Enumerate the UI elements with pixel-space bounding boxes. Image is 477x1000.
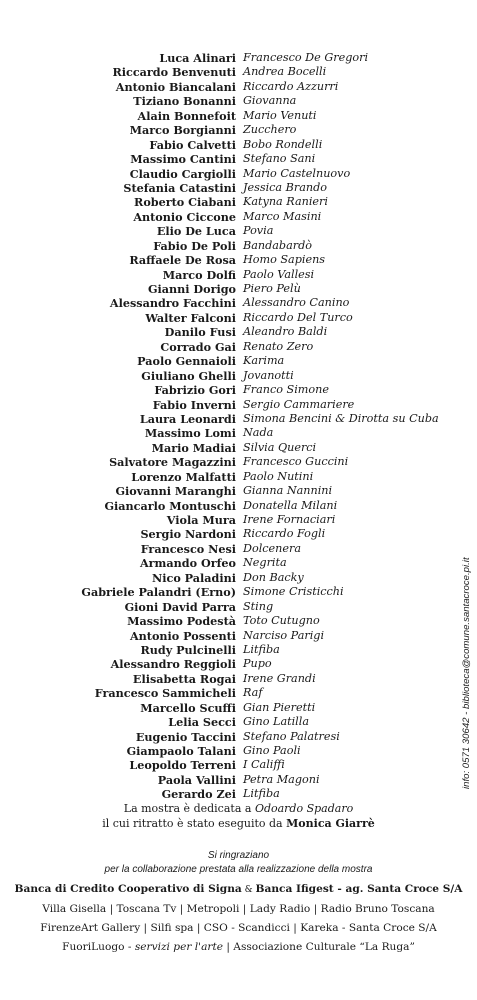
singer-name: Stefano Sani <box>243 152 316 166</box>
painter-name: Elisabetta Rogai <box>132 671 236 686</box>
credit-row <box>0 181 477 195</box>
painter-name: Paolo Gennaioli <box>137 354 236 369</box>
singer-name: Litfiba <box>243 642 280 656</box>
painter-name: Riccardo Benvenuti <box>112 65 236 80</box>
painter-name: Raffaele De Rosa <box>129 253 236 268</box>
singer-name: Mario Venuti <box>243 108 317 122</box>
credit-row <box>0 152 477 166</box>
credit-row <box>0 383 477 397</box>
painter-name: Fabio Inverni <box>152 397 236 412</box>
painter-name: Lelia Secci <box>168 715 236 730</box>
credit-row <box>0 542 477 556</box>
painter-name: Mario Madiai <box>151 440 236 455</box>
singer-name: Sting <box>243 599 274 613</box>
credit-row <box>0 686 477 700</box>
portrait-text: il cui ritratto è stato eseguito da <box>102 817 287 830</box>
sponsor-la-ruga: | Associazione Culturale “La Ruga” <box>222 941 415 953</box>
singer-name: Sergio Cammariere <box>243 397 355 411</box>
singer-name: Narciso Parigi <box>243 628 325 642</box>
sponsor-fuoriluogo-tagline: servizi per l'arte <box>134 941 223 953</box>
credit-row <box>0 412 477 426</box>
painter-name: Giuliano Ghelli <box>141 368 236 383</box>
painter-name: Giampaolo Talani <box>126 744 236 758</box>
credit-row <box>0 239 477 253</box>
singer-name: Silvia Querci <box>243 440 317 454</box>
credit-row <box>0 600 477 614</box>
painter-name: Massimo Cantini <box>130 152 236 167</box>
credit-row <box>0 484 477 498</box>
painter-name: Giancarlo Montuschi <box>104 498 236 513</box>
credit-row <box>0 296 477 310</box>
sponsor-fuoriluogo: FuoriLuogo - <box>62 941 135 953</box>
sponsor-bank-ifigest: Banca Ifigest - ag. Santa Croce S/A <box>255 883 463 895</box>
credit-row <box>0 426 477 440</box>
singer-name: Stefano Palatresi <box>243 729 340 743</box>
painter-name: Alessandro Facchini <box>109 296 236 311</box>
portrait-artist: Monica Giarrè <box>286 817 375 830</box>
painter-name: Francesco Sammicheli <box>94 686 236 701</box>
singer-name: Simone Cristicchi <box>243 585 344 599</box>
singer-name: Renato Zero <box>243 339 314 353</box>
painter-name: Massimo Podestà <box>127 614 236 629</box>
singer-name: Zucchero <box>243 123 297 137</box>
sponsors-line-2: FirenzeArt Gallery | Silfi spa | CSO - Scandicci | Kareka - Santa Croce S/A <box>40 922 437 934</box>
painter-name: Antonio Biancalani <box>115 79 236 94</box>
singer-name: Jovanotti <box>243 368 294 382</box>
credit-row <box>0 224 477 238</box>
singer-name: Irene Fornaciari <box>243 513 336 526</box>
credit-row <box>0 138 477 152</box>
singer-name: Litfiba <box>243 787 280 801</box>
credit-row <box>0 109 477 123</box>
singer-name: Povia <box>243 224 274 238</box>
singer-name: Irene Grandi <box>243 671 316 685</box>
credit-row <box>0 571 477 585</box>
singer-name: Karima <box>243 354 285 368</box>
painter-name: Marco Borgianni <box>129 123 236 138</box>
painter-name: Nico Paladini <box>152 570 236 585</box>
singer-name: Gianna Nannini <box>243 484 333 498</box>
singer-name: Riccardo Del Turco <box>243 310 353 324</box>
sponsor-bank-signa: Banca di Credito Cooperativo di Signa <box>14 883 242 895</box>
singer-name: Riccardo Fogli <box>243 527 326 541</box>
thanks-subheading: per la collaborazione prestata alla realizzazione della mostra <box>104 864 373 875</box>
credit-row <box>0 744 477 758</box>
credit-row <box>0 527 477 541</box>
singer-name: I Califfi <box>243 758 285 772</box>
credits-list <box>0 51 477 802</box>
singer-name: Francesco Guccini <box>243 455 349 469</box>
singer-name: Paolo Vallesi <box>243 267 315 281</box>
singer-name: Don Backy <box>243 570 304 584</box>
singer-name: Francesco De Gregori <box>243 51 369 64</box>
singer-name: Piero Pelù <box>243 282 301 295</box>
painter-name: Armando Orfeo <box>139 556 236 571</box>
singer-name: Riccardo Azzurri <box>243 79 339 93</box>
dedication-honoree: Odoardo Spadaro <box>254 802 354 815</box>
credit-row <box>0 354 477 368</box>
dedication-line-2 <box>0 816 477 831</box>
credit-row <box>0 513 477 527</box>
painter-name: Eugenio Taccini <box>135 729 236 744</box>
singer-name: Gino Latilla <box>243 715 310 729</box>
credit-row <box>0 758 477 772</box>
singer-name: Raf <box>243 686 263 700</box>
painter-name: Antonio Ciccone <box>133 209 236 224</box>
painter-name: Walter Falconi <box>145 310 236 325</box>
painter-name: Tiziano Bonanni <box>133 94 236 109</box>
dedication-line-1 <box>0 801 477 816</box>
credit-row <box>0 657 477 671</box>
sponsors-line-1: Villa Gisella | Toscana Tv | Metropoli | Lady Radio | Radio Bruno Toscana <box>42 903 435 915</box>
singer-name: Mario Castelnuovo <box>243 166 351 180</box>
painter-name: Giovanni Maranghi <box>115 484 236 499</box>
credit-row <box>0 499 477 513</box>
painter-name: Gerardo Zei <box>161 787 236 802</box>
dedication-text: La mostra è dedicata a <box>123 802 255 815</box>
credit-row <box>0 167 477 181</box>
singer-name: Homo Sapiens <box>243 253 326 267</box>
painter-name: Gioni David Parra <box>124 599 236 614</box>
sponsors-line-3 <box>0 941 477 953</box>
singer-name: Marco Masini <box>243 209 322 223</box>
singer-name: Donatella Milani <box>243 498 338 512</box>
sponsor-separator: & <box>241 885 256 895</box>
painter-name: Lorenzo Malfatti <box>131 469 236 484</box>
singer-name: Nada <box>243 426 274 440</box>
credit-row <box>0 282 477 296</box>
singer-name: Petra Magoni <box>243 772 320 786</box>
painter-name: Corrado Gai <box>160 339 236 354</box>
credit-row <box>0 311 477 325</box>
credit-row <box>0 340 477 354</box>
painter-name: Laura Leonardi <box>139 411 236 426</box>
credit-row <box>0 643 477 657</box>
credit-row <box>0 65 477 79</box>
singer-name: Aleandro Baldi <box>243 325 328 339</box>
credit-row <box>0 80 477 94</box>
credit-row <box>0 123 477 137</box>
credit-row <box>0 773 477 787</box>
painter-name: Luca Alinari <box>159 51 236 65</box>
singer-name: Bandabardò <box>243 238 313 252</box>
singer-name: Jessica Brando <box>243 180 327 194</box>
singer-name: Dolcenera <box>243 541 302 555</box>
main-sponsors <box>0 883 477 895</box>
credit-row <box>0 629 477 643</box>
painter-name: Stefania Catastini <box>123 180 236 195</box>
contact-info: info: 0571 30642 - biblioteca@comune.santacroce.pi.it <box>461 557 472 789</box>
singer-name: Negrita <box>243 556 287 570</box>
painter-name: Viola Mura <box>166 513 236 527</box>
painter-name: Fabrizio Gori <box>154 383 236 398</box>
thanks-heading: Si ringraziano <box>207 850 270 861</box>
credit-row <box>0 455 477 469</box>
singer-name: Andrea Bocelli <box>243 65 327 79</box>
credit-row <box>0 556 477 570</box>
painter-name: Claudio Cargiolli <box>129 166 236 181</box>
credit-row <box>0 787 477 801</box>
painter-name: Marco Dolfi <box>162 267 236 282</box>
credit-row <box>0 325 477 339</box>
singer-name: Alessandro Canino <box>243 296 350 310</box>
painter-name: Leopoldo Terreni <box>129 758 236 773</box>
credit-row <box>0 730 477 744</box>
painter-name: Alain Bonnefoit <box>137 108 236 123</box>
painter-name: Rudy Pulcinelli <box>140 642 236 657</box>
painter-name: Fabio Calvetti <box>149 137 236 152</box>
singer-name: Pupo <box>243 657 272 671</box>
credit-row <box>0 94 477 108</box>
painter-name: Antonio Possenti <box>129 628 236 643</box>
painter-name: Roberto Ciabani <box>134 195 236 210</box>
credit-row <box>0 701 477 715</box>
singer-name: Paolo Nutini <box>243 469 314 483</box>
credit-row <box>0 441 477 455</box>
credit-row <box>0 715 477 729</box>
painter-name: Alessandro Reggioli <box>110 657 236 672</box>
painter-name: Massimo Lomi <box>144 426 236 441</box>
painter-name: Elio De Luca <box>156 224 236 239</box>
credit-row <box>0 195 477 209</box>
painter-name: Salvatore Magazzini <box>109 455 236 470</box>
painter-name: Marcello Scuffi <box>140 700 236 715</box>
singer-name: Franco Simone <box>243 383 329 397</box>
painter-name: Francesco Nesi <box>140 541 236 556</box>
painter-name: Danilo Fusi <box>164 325 236 340</box>
credit-row <box>0 253 477 267</box>
credit-row <box>0 585 477 599</box>
singer-name: Giovanna <box>243 94 297 108</box>
credit-row <box>0 398 477 412</box>
credit-row <box>0 51 477 65</box>
credit-row <box>0 614 477 628</box>
painter-name: Gianni Dorigo <box>147 282 236 296</box>
credit-row <box>0 210 477 224</box>
singer-name: Simona Bencini & Dirotta su Cuba <box>243 411 439 425</box>
painter-name: Sergio Nardoni <box>140 527 236 542</box>
singer-name: Katyna Ranieri <box>243 195 328 209</box>
credit-row <box>0 470 477 484</box>
singer-name: Gino Paoli <box>243 744 301 757</box>
painter-name: Gabriele Palandri (Erno) <box>81 585 236 600</box>
credit-row <box>0 672 477 686</box>
credit-row <box>0 268 477 282</box>
painter-name: Paola Vallini <box>157 772 236 787</box>
credit-row <box>0 369 477 383</box>
painter-name: Fabio De Poli <box>153 238 236 253</box>
singer-name: Toto Cutugno <box>243 614 320 628</box>
singer-name: Bobo Rondelli <box>243 137 323 151</box>
singer-name: Gian Pieretti <box>243 700 316 714</box>
